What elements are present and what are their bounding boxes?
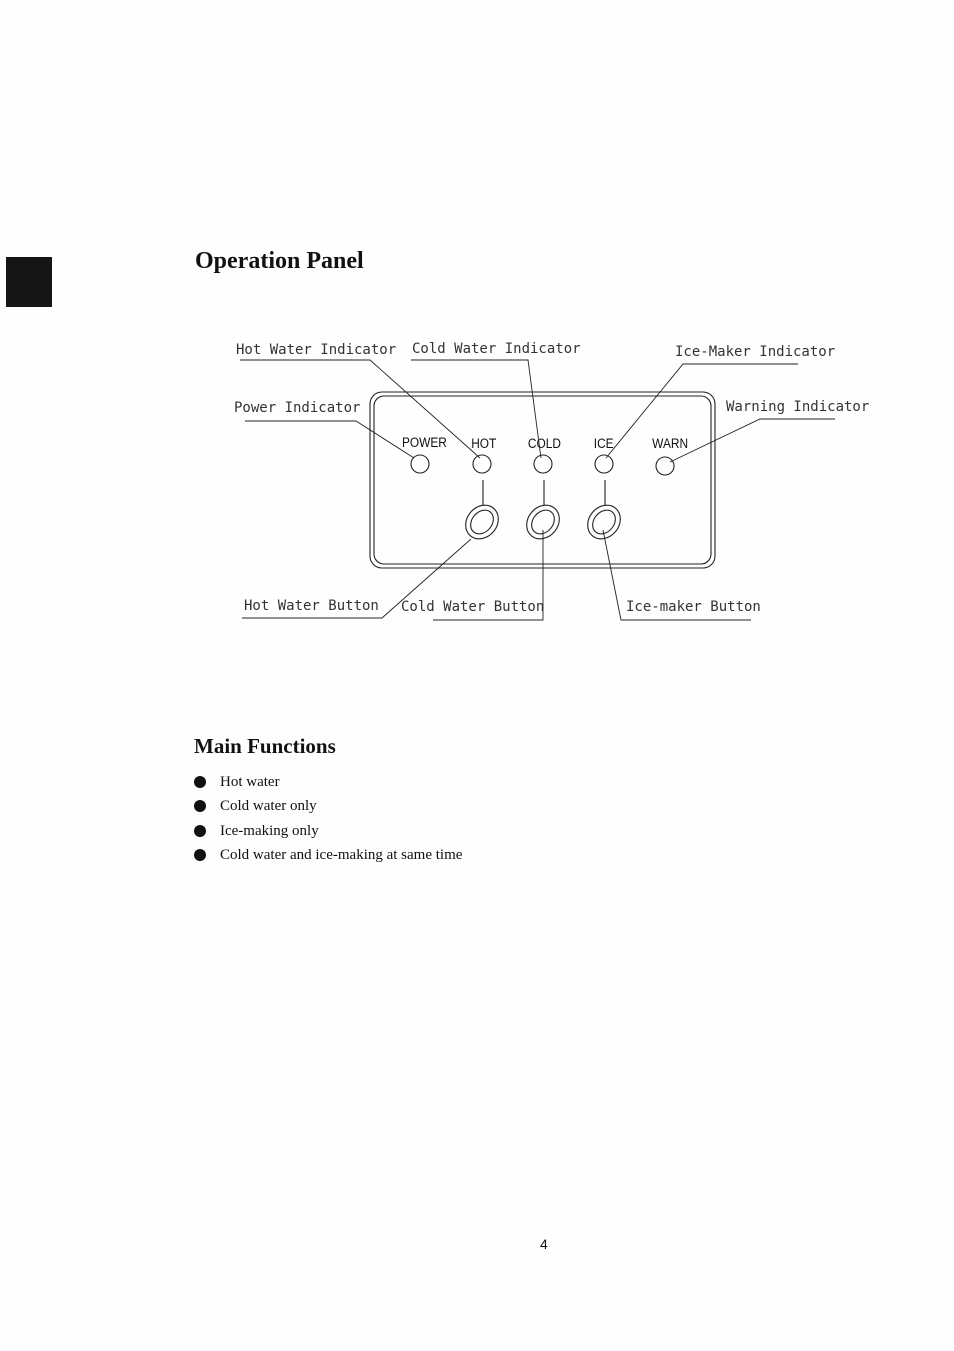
panel-label-power: POWER <box>401 434 447 451</box>
warning-indicator-label: Warning Indicator <box>726 399 870 415</box>
page-number: 4 <box>540 1236 548 1252</box>
panel-label-hot: HOT <box>471 435 497 452</box>
functions-list <box>194 770 462 867</box>
ice-indicator-led <box>595 455 613 473</box>
hot-indicator-led <box>473 455 491 473</box>
cold-water-indicator-label: Cold Water Indicator <box>412 341 581 357</box>
panel-label-cold: COLD <box>527 435 561 452</box>
list-item: Hot water <box>194 770 462 794</box>
cold-water-button-label: Cold Water Button <box>401 599 545 615</box>
cold-indicator-led <box>534 455 552 473</box>
operation-panel-heading: Operation Panel <box>195 248 364 274</box>
bullet-icon <box>194 776 206 788</box>
list-item: Cold water and ice-making at same time <box>194 843 462 867</box>
hot-water-button[interactable] <box>459 499 505 546</box>
ice-maker-indicator-label: Ice-Maker Indicator <box>675 344 836 360</box>
warn-indicator-led <box>656 457 674 475</box>
hot-water-button-label: Hot Water Button <box>244 598 379 614</box>
panel-label-ice: ICE <box>593 435 614 452</box>
hot-water-indicator-label: Hot Water Indicator <box>236 342 397 358</box>
power-indicator-label: Power Indicator <box>234 400 361 416</box>
main-functions-heading: Main Functions <box>194 734 336 758</box>
panel-outline-outer <box>370 392 715 568</box>
ice-maker-button[interactable] <box>581 499 627 546</box>
bullet-icon <box>194 849 206 861</box>
panel-label-warn: WARN <box>652 435 689 452</box>
list-item: Ice-making only <box>194 819 462 843</box>
list-item: Cold water only <box>194 794 462 818</box>
bullet-icon <box>194 825 206 837</box>
ice-maker-button-label: Ice-maker Button <box>626 599 761 615</box>
bullet-icon <box>194 800 206 812</box>
